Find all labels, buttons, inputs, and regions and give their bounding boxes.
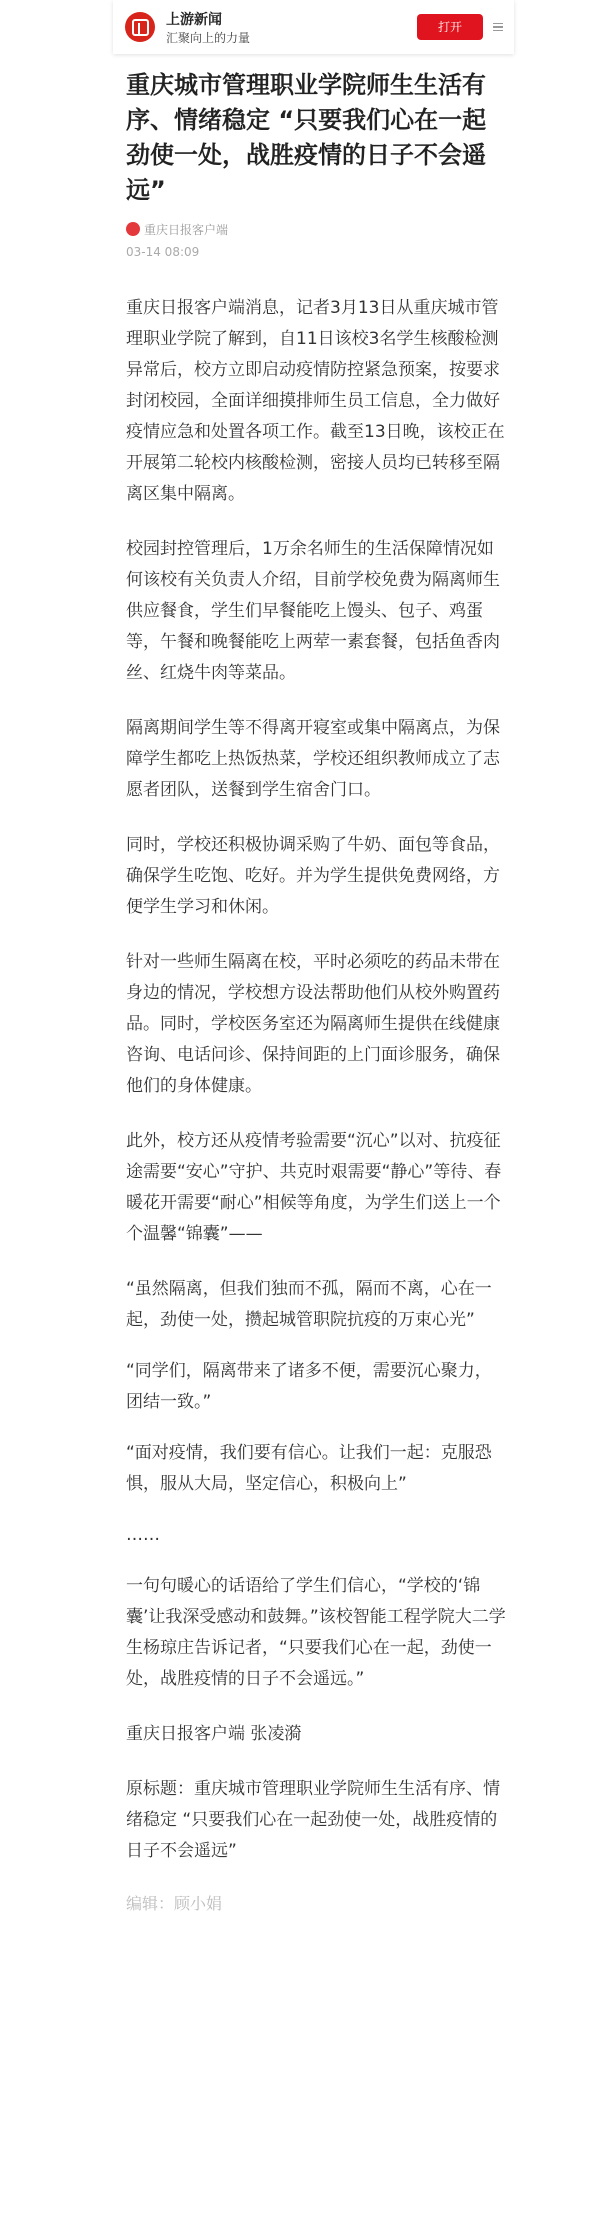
reporter-byline: 重庆日报客户端 张凌漪 — [126, 1724, 302, 1744]
publish-date: 03-14 08:09 — [126, 245, 200, 259]
article-paragraph: 此外，校方还从疫情考验需要“沉心”以对、抗疫征途需要“安心”守护、共克时艰需要“静心”等待、春暖花开需要“耐心”相候等角度，为学生们送上一个个温馨“锦囊”—— — [126, 1131, 502, 1244]
original-title: 原标题：重庆城市管理职业学院师生生活有序、情绪稳定 “只要我们心在一起劲使一处，战胜疫情的日子不会遥远” — [126, 1779, 500, 1861]
upstream-news-logo[interactable] — [125, 12, 155, 42]
article-paragraph: 针对一些师生隔离在校，平时必须吃的药品未带在身边的情况，学校想方设法帮助他们从校外购置药品。同时，学校医务室还为隔离师生提供在线健康咨询、电话问诊、保持间距的上门面诊服务，确保他们的身体健康。 — [126, 952, 500, 1096]
article — [126, 68, 506, 1914]
brand-slogan: 汇聚向上的力量 — [166, 31, 251, 45]
article-paragraph: “虽然隔离，但我们独而不孤，隔而不离，心在一起，劲使一处，攒起城管职院抗疫的万束心光” — [126, 1279, 492, 1330]
menu-icon[interactable] — [493, 23, 503, 31]
editor-credit: 编辑：顾小娟 — [126, 1894, 223, 1913]
top-bar — [113, 0, 514, 54]
article-paragraph: “同学们，隔离带来了诸多不便，需要沉心聚力，团结一致。” — [126, 1361, 492, 1412]
article-paragraph: 校园封控管理后，1万余名师生的生活保障情况如何该校有关负责人介绍，目前学校免费为隔离师生供应餐食，学生们早餐能吃上馒头、包子、鸡蛋等，午餐和晚餐能吃上两荤一素套餐，包括鱼香肉丝、红烧牛肉等菜品。 — [126, 539, 500, 683]
article-paragraph: 重庆日报客户端消息，记者3月13日从重庆城市管理职业学院了解到，自11日该校3名学生核酸检测异常后，校方立即启动疫情防控紧急预案，按要求封闭校园，全面详细摸排师生员工信息，全力做好疫情应急和处置各项工作。截至13日晚，该校正在开展第二轮校内核酸检测，密接人员均已转移至隔离区集中隔离。 — [126, 298, 505, 504]
source-avatar-icon — [126, 222, 140, 236]
brand-name[interactable]: 上游新闻 — [166, 12, 222, 28]
article-paragraph: 一句句暖心的话语给了学生们信心，“学校的‘锦囊’让我深受感动和鼓舞。”该校智能工程学院大二学生杨琼庄告诉记者，“只要我们心在一起，劲使一处，战胜疫情的日子不会遥远。” — [126, 1576, 506, 1689]
article-paragraph: …… — [126, 1525, 160, 1545]
article-source[interactable] — [126, 220, 506, 238]
article-paragraph: 隔离期间学生等不得离开寝室或集中隔离点，为保障学生都吃上热饭热菜，学校还组织教师成立了志愿者团队，送餐到学生宿舍门口。 — [126, 718, 500, 800]
article-paragraph: 同时，学校还积极协调采购了牛奶、面包等食品，确保学生吃饱、吃好。并为学生提供免费网络，方便学生学习和休闲。 — [126, 835, 500, 917]
article-title: 重庆城市管理职业学院师生生活有序、情绪稳定 “只要我们心在一起劲使一处，战胜疫情的日子不会遥远” — [126, 71, 487, 204]
article-paragraph: “面对疫情，我们要有信心。让我们一起：克服恐惧，服从大局，坚定信心，积极向上” — [126, 1443, 492, 1494]
source-name[interactable]: 重庆日报客户端 — [144, 222, 229, 237]
article-body — [126, 293, 506, 1914]
open-app-button[interactable]: 打开 — [417, 14, 483, 40]
